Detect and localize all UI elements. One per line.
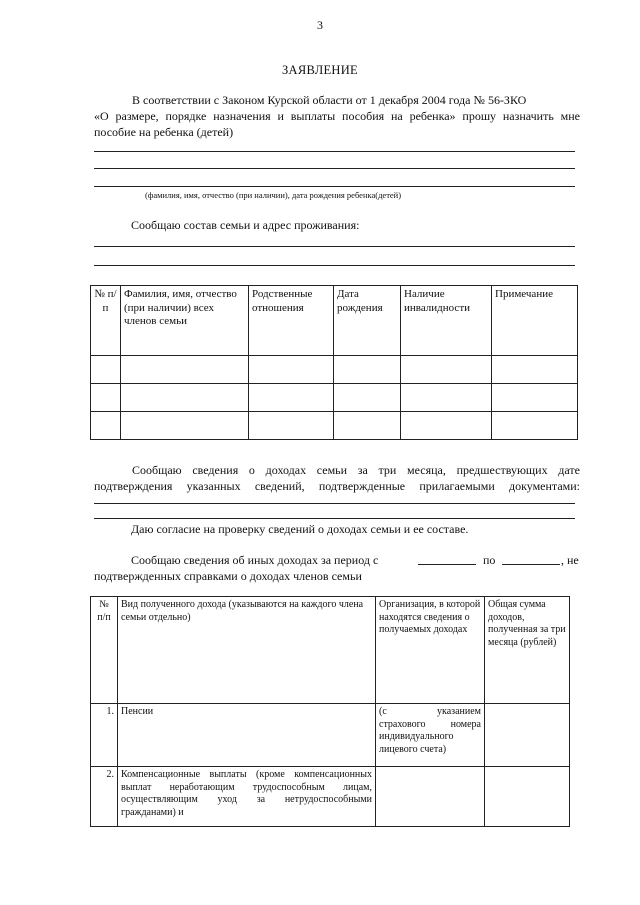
income-table-header: [91, 597, 570, 704]
other-income-section: [94, 552, 580, 584]
table-row: [91, 356, 578, 384]
income-row-type: Компенсационные выплаты (кроме компенсационных выплат неработающим трудоспособным лицам, осуществляющим уход за нетрудоспособными гражданами) и: [118, 767, 376, 827]
table-cell[interactable]: [401, 384, 492, 412]
family-col-name: Фамилия, имя, отчество (при наличии) всех членов семьи: [121, 286, 249, 356]
children-field-line-1[interactable]: [94, 151, 575, 152]
income-row-sum[interactable]: [485, 767, 570, 827]
income-row-num: 1.: [91, 704, 118, 767]
period-from-field[interactable]: [418, 564, 476, 565]
address-field-line-1[interactable]: [94, 246, 575, 247]
family-address-label: Сообщаю состав семьи и адрес проживания:: [131, 218, 360, 232]
children-field-line-3[interactable]: [94, 186, 575, 187]
family-col-num: № п/п: [91, 286, 121, 356]
income-row-num: 2.: [91, 767, 118, 827]
address-field-line-2[interactable]: [94, 265, 575, 266]
table-row: [91, 704, 570, 767]
table-cell[interactable]: [401, 412, 492, 440]
table-cell[interactable]: [334, 356, 401, 384]
document-title: ЗАЯВЛЕНИЕ: [282, 63, 358, 77]
table-cell[interactable]: [401, 356, 492, 384]
children-caption: (фамилия, имя, отчество (при наличии), дата рождения ребенка(детей): [145, 190, 402, 200]
consent-text: Даю согласие на проверку сведений о доходах семьи и ее составе.: [131, 522, 469, 536]
family-col-birthdate: Дата рождения: [334, 286, 401, 356]
other-income-text-c: , не: [561, 553, 579, 567]
table-cell[interactable]: [91, 384, 121, 412]
income-field-line-2[interactable]: [94, 518, 575, 519]
intro-line-3: пособие на ребенка (детей): [94, 125, 234, 139]
income-col-sum: Общая сумма доходов, полученная за три месяца (рублей): [485, 597, 570, 704]
table-cell[interactable]: [492, 384, 578, 412]
family-table: [90, 285, 578, 440]
other-income-text-a: Сообщаю сведения об иных доходах за период с: [131, 553, 379, 567]
income-section: [94, 462, 580, 494]
income-col-org: Организация, в которой находятся сведения о получаемых доходах: [376, 597, 485, 704]
table-cell[interactable]: [121, 356, 249, 384]
table-cell[interactable]: [91, 412, 121, 440]
income-row-org: (с указанием страхового номера индивидуального лицевого счета): [376, 704, 485, 767]
table-row: [91, 384, 578, 412]
other-income-line-2: подтвержденных справками о доходах членов семьи: [94, 569, 362, 583]
page-number: 3: [317, 18, 323, 32]
table-cell[interactable]: [334, 412, 401, 440]
table-cell[interactable]: [334, 384, 401, 412]
intro-line-2: «О размере, порядке назначения и выплаты пособия на ребенка» прошу назначить мне: [94, 109, 580, 123]
income-field-line-1[interactable]: [94, 503, 575, 504]
table-cell[interactable]: [121, 384, 249, 412]
period-to-field[interactable]: [502, 564, 560, 565]
children-field-line-2[interactable]: [94, 168, 575, 169]
family-col-relation: Родственные отношения: [249, 286, 334, 356]
income-row-sum[interactable]: [485, 704, 570, 767]
other-income-text-b: по: [483, 553, 496, 567]
income-line-2: подтверждения указанных сведений, подтвержденные прилагаемыми документами:: [94, 479, 580, 493]
table-cell[interactable]: [249, 384, 334, 412]
income-row-org[interactable]: [376, 767, 485, 827]
income-table: [90, 596, 570, 827]
table-cell[interactable]: [249, 412, 334, 440]
income-col-type: Вид полученного дохода (указываются на каждого члена семьи отдельно): [118, 597, 376, 704]
table-cell[interactable]: [492, 412, 578, 440]
table-cell[interactable]: [492, 356, 578, 384]
table-cell[interactable]: [91, 356, 121, 384]
intro-paragraph: [94, 92, 580, 140]
table-row: [91, 767, 570, 827]
income-row-type: Пенсии: [118, 704, 376, 767]
income-line-1: Сообщаю сведения о доходах семьи за три месяца, предшествующих дате: [132, 463, 580, 477]
family-col-note: Примечание: [492, 286, 578, 356]
table-row: [91, 412, 578, 440]
intro-line-1: В соответствии с Законом Курской области от 1 декабря 2004 года № 56-ЗКО: [132, 93, 527, 107]
other-income-line-1: [94, 552, 580, 568]
family-table-header: [91, 286, 578, 356]
table-cell[interactable]: [249, 356, 334, 384]
table-cell[interactable]: [121, 412, 249, 440]
family-col-disability: Наличие инвалидности: [401, 286, 492, 356]
income-col-num: № п/п: [91, 597, 118, 704]
